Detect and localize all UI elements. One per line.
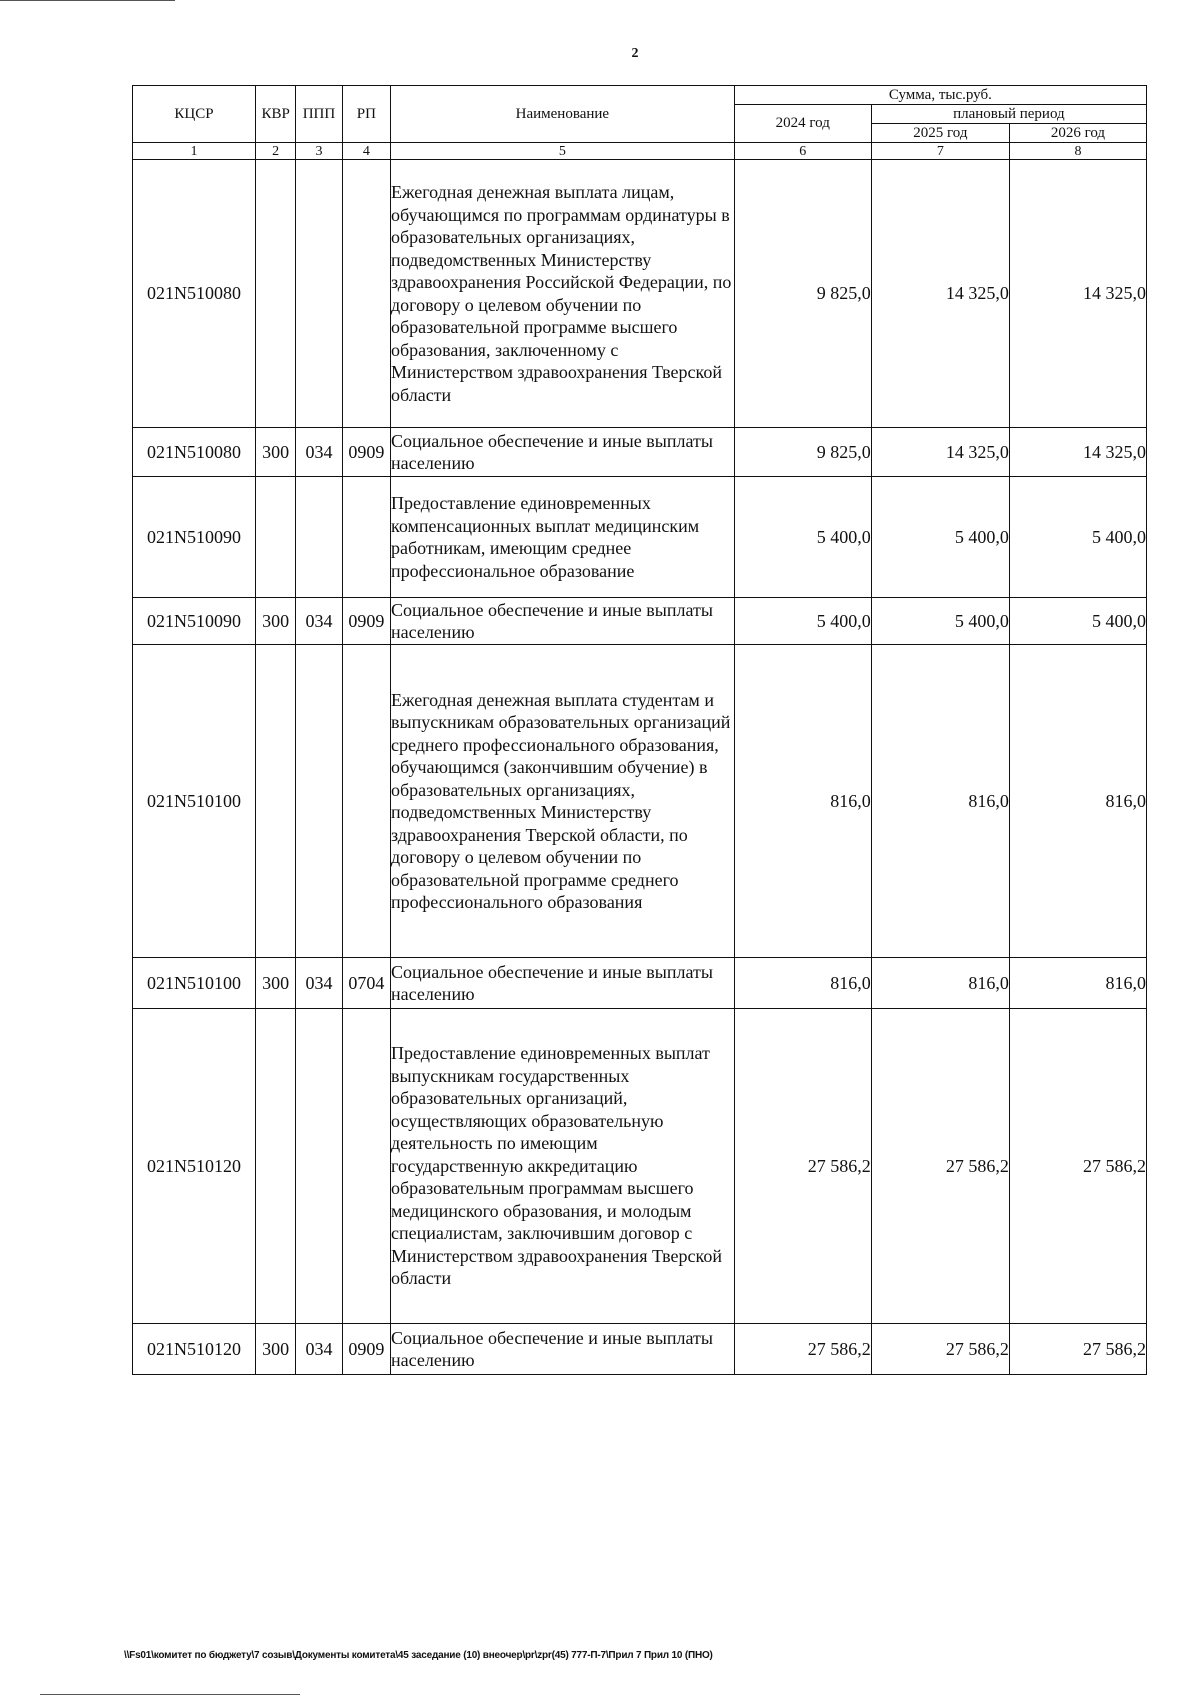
table-row	[133, 160, 1147, 428]
amount-2024-cell: 27 586,2	[734, 1324, 871, 1375]
amount-2024-cell: 816,0	[734, 645, 871, 958]
table-row	[133, 477, 1147, 598]
amount-2025-cell: 27 586,2	[871, 1324, 1009, 1375]
header-kvr: КВР	[255, 86, 295, 143]
amount-2026-cell: 816,0	[1009, 958, 1146, 1009]
rp-cell: 0909	[342, 1324, 390, 1375]
kvr-cell: 300	[255, 598, 295, 645]
kcsr-cell: 021N510120	[133, 1324, 256, 1375]
name-cell: Социальное обеспечение и иные выплаты населению	[391, 1324, 735, 1375]
kcsr-cell: 021N510080	[133, 428, 256, 477]
amount-2026-cell: 5 400,0	[1009, 477, 1146, 598]
column-number: 1	[133, 143, 256, 160]
footer-file-path: \\Fs01\комитет по бюджету\7 созыв\Документы комитета\45 заседание (10) внеочер\pr\zpr(45) 777-П-7\Прил 7 Прил 10 (ПНО)	[124, 1650, 713, 1661]
kvr-cell	[255, 645, 295, 958]
ppp-cell: 034	[296, 958, 342, 1009]
header-year-2026: 2026 год	[1009, 124, 1146, 143]
name-cell: Социальное обеспечение и иные выплаты населению	[391, 958, 735, 1009]
kcsr-cell: 021N510090	[133, 598, 256, 645]
column-number: 4	[342, 143, 390, 160]
header-ppp: ППП	[296, 86, 342, 143]
amount-2025-cell: 14 325,0	[871, 160, 1009, 428]
column-number: 5	[391, 143, 735, 160]
ppp-cell	[296, 477, 342, 598]
rp-cell: 0909	[342, 598, 390, 645]
header-rp: РП	[342, 86, 390, 143]
column-number: 2	[255, 143, 295, 160]
name-cell: Предоставление единовременных выплат выпускникам государственных образовательных организаций, осуществляющих образовательную деятельность по имеющим государственную аккредитацию образовательным программам высшего медицинского образования, и молодым специалистам, заключившим договор с Министерством здравоохранения Тверской области	[391, 1009, 735, 1324]
kvr-cell: 300	[255, 958, 295, 1009]
rp-cell: 0909	[342, 428, 390, 477]
amount-2025-cell: 5 400,0	[871, 598, 1009, 645]
name-cell: Предоставление единовременных компенсационных выплат медицинским работникам, имеющим среднее профессиональное образование	[391, 477, 735, 598]
header-planned-period: плановый период	[871, 105, 1146, 124]
header-year-2024: 2024 год	[734, 105, 871, 143]
kcsr-cell: 021N510080	[133, 160, 256, 428]
amount-2024-cell: 5 400,0	[734, 477, 871, 598]
column-number-row	[133, 143, 1147, 160]
kcsr-cell: 021N510090	[133, 477, 256, 598]
column-number: 7	[871, 143, 1009, 160]
amount-2026-cell: 27 586,2	[1009, 1009, 1146, 1324]
amount-2026-cell: 14 325,0	[1009, 428, 1146, 477]
header-kcsr: КЦСР	[133, 86, 256, 143]
ppp-cell: 034	[296, 428, 342, 477]
ppp-cell: 034	[296, 598, 342, 645]
table-row	[133, 645, 1147, 958]
table-row	[133, 428, 1147, 477]
kvr-cell	[255, 160, 295, 428]
amount-2025-cell: 27 586,2	[871, 1009, 1009, 1324]
name-cell: Социальное обеспечение и иные выплаты населению	[391, 598, 735, 645]
rp-cell: 0704	[342, 958, 390, 1009]
column-number: 8	[1009, 143, 1146, 160]
kvr-cell: 300	[255, 428, 295, 477]
scan-edge-line-bottom	[40, 1694, 300, 1695]
amount-2026-cell: 816,0	[1009, 645, 1146, 958]
header-year-2025: 2025 год	[871, 124, 1009, 143]
header-sum: Сумма, тыс.руб.	[734, 86, 1146, 105]
amount-2024-cell: 9 825,0	[734, 428, 871, 477]
kcsr-cell: 021N510100	[133, 958, 256, 1009]
name-cell: Ежегодная денежная выплата лицам, обучающимся по программам ординатуры в образовательных организациях, подведомственных Министерству здравоохранения Российской Федерации, по договору о целевом обучении по образовательной программе высшего образования, заключенному с Министерством здравоохранения Тверской области	[391, 160, 735, 428]
table-body	[133, 160, 1147, 1375]
name-cell: Социальное обеспечение и иные выплаты населению	[391, 428, 735, 477]
page-number: 2	[631, 46, 639, 61]
kvr-cell	[255, 1009, 295, 1324]
ppp-cell	[296, 645, 342, 958]
rp-cell	[342, 1009, 390, 1324]
table-row	[133, 1324, 1147, 1375]
amount-2025-cell: 816,0	[871, 645, 1009, 958]
column-number: 3	[296, 143, 342, 160]
name-cell: Ежегодная денежная выплата студентам и выпускникам образовательных организаций среднего профессионального образования, обучающимся (закончившим обучение) в образовательных организациях, подведомственных Министерству здравоохранения Тверской области, по договору о целевом обучении по образовательной программе среднего профессионального образования	[391, 645, 735, 958]
header-name: Наименование	[391, 86, 735, 143]
table-row	[133, 958, 1147, 1009]
ppp-cell: 034	[296, 1324, 342, 1375]
scan-edge-line-top	[0, 0, 175, 1]
table-row	[133, 598, 1147, 645]
amount-2026-cell: 14 325,0	[1009, 160, 1146, 428]
amount-2025-cell: 14 325,0	[871, 428, 1009, 477]
amount-2026-cell: 27 586,2	[1009, 1324, 1146, 1375]
budget-table	[132, 85, 1147, 1375]
kcsr-cell: 021N510100	[133, 645, 256, 958]
column-number: 6	[734, 143, 871, 160]
kcsr-cell: 021N510120	[133, 1009, 256, 1324]
amount-2024-cell: 27 586,2	[734, 1009, 871, 1324]
rp-cell	[342, 477, 390, 598]
ppp-cell	[296, 160, 342, 428]
amount-2024-cell: 9 825,0	[734, 160, 871, 428]
kvr-cell	[255, 477, 295, 598]
amount-2024-cell: 5 400,0	[734, 598, 871, 645]
ppp-cell	[296, 1009, 342, 1324]
kvr-cell: 300	[255, 1324, 295, 1375]
amount-2025-cell: 5 400,0	[871, 477, 1009, 598]
amount-2024-cell: 816,0	[734, 958, 871, 1009]
amount-2026-cell: 5 400,0	[1009, 598, 1146, 645]
rp-cell	[342, 160, 390, 428]
amount-2025-cell: 816,0	[871, 958, 1009, 1009]
table-row	[133, 1009, 1147, 1324]
table-header	[133, 86, 1147, 160]
rp-cell	[342, 645, 390, 958]
